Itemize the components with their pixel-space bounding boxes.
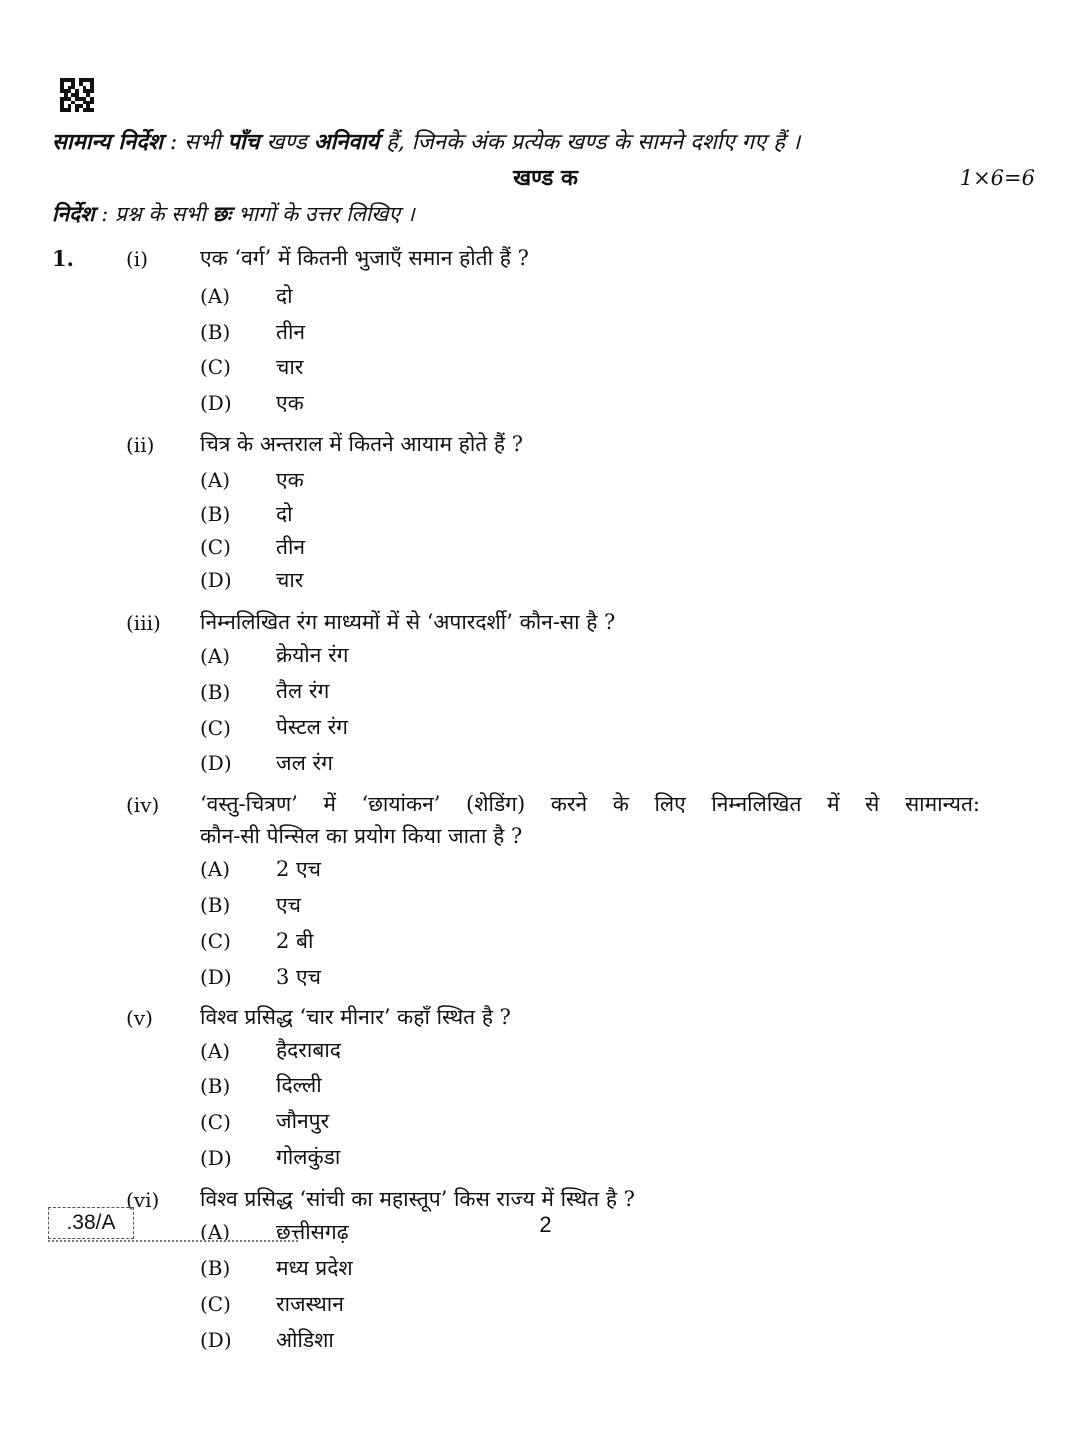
- part-label: (v): [126, 1006, 153, 1030]
- option-text: एक: [276, 468, 304, 492]
- option-letter: (D): [200, 965, 232, 989]
- option-text: चार: [276, 568, 304, 592]
- option-text: छत्तीसगढ़: [276, 1220, 349, 1244]
- instruction-text-2: भागों के उत्तर लिखिए ।: [231, 202, 415, 226]
- option-text: तीन: [276, 320, 306, 344]
- option-text: दो: [276, 502, 293, 526]
- option-text: दिल्ली: [276, 1073, 322, 1097]
- option-text: मध्य प्रदेश: [276, 1256, 353, 1280]
- option-letter: (B): [200, 893, 231, 917]
- option-text: जौनपुर: [276, 1109, 330, 1133]
- option-text: एच: [276, 893, 301, 917]
- option-text: 3 एच: [276, 965, 321, 989]
- option-letter: (D): [200, 1146, 232, 1170]
- part-label: (ii): [126, 433, 155, 457]
- qr-code-icon: [60, 78, 94, 112]
- general-text-1: : सभी: [162, 130, 228, 155]
- option-letter: (A): [200, 857, 231, 881]
- option-letter: (C): [200, 1292, 231, 1316]
- general-text-2: खण्ड: [259, 130, 314, 155]
- part-stem: विश्व प्रसिद्ध ‘सांची का महास्तूप’ किस राज्य में स्थित है ?: [200, 1187, 635, 1211]
- option-text: गोलकुंडा: [276, 1145, 341, 1169]
- option-text: तीन: [276, 535, 306, 559]
- option-letter: (B): [200, 1256, 231, 1280]
- part-label: (iii): [126, 611, 161, 635]
- option-text: 2 एच: [276, 857, 321, 881]
- part-stem: निम्नलिखित रंग माध्यमों में से ‘अपारदर्शी’ कौन-सा है ?: [200, 610, 616, 634]
- part-label: (vi): [126, 1188, 160, 1212]
- option-letter: (A): [200, 284, 231, 308]
- general-bold-2: अनिवार्य: [313, 129, 380, 155]
- option-letter: (C): [200, 716, 231, 740]
- option-text: क्रेयोन रंग: [276, 643, 349, 667]
- option-letter: (C): [200, 535, 231, 559]
- option-text: तैल रंग: [276, 679, 330, 703]
- option-letter: (B): [200, 680, 231, 704]
- part-stem: ‘वस्तु-चित्रण’ में ‘छायांकन’ (शेडिंग) करने के लिए निम्नलिखित में से सामान्यत:: [200, 792, 980, 816]
- option-letter: (C): [200, 929, 231, 953]
- part-stem: एक ‘वर्ग’ में कितनी भुजाएँ समान होती हैं ?: [200, 246, 529, 270]
- option-letter: (B): [200, 1074, 231, 1098]
- section-instruction: [52, 200, 415, 228]
- general-bold-1: पाँच: [227, 129, 260, 155]
- option-letter: (A): [200, 1220, 231, 1244]
- general-instructions: [52, 126, 1042, 156]
- option-text: दो: [276, 284, 293, 308]
- part-label: (iv): [126, 793, 160, 817]
- part-label: (i): [126, 247, 149, 271]
- section-marks: 1×6=6: [959, 166, 1035, 190]
- footer-dotted-line: [48, 1240, 298, 1245]
- paper-code: .38/A: [48, 1207, 134, 1239]
- general-label: सामान्य निर्देश: [52, 129, 163, 155]
- option-letter: (A): [200, 468, 231, 492]
- part-stem: विश्व प्रसिद्ध ‘चार मीनार’ कहाँ स्थित है ?: [200, 1005, 511, 1029]
- option-text: पेस्टल रंग: [276, 715, 349, 739]
- option-letter: (A): [200, 1039, 231, 1063]
- option-letter: (B): [200, 320, 231, 344]
- option-letter: (B): [200, 502, 231, 526]
- option-letter: (D): [200, 1328, 232, 1352]
- option-text: राजस्थान: [276, 1292, 344, 1316]
- option-letter: (C): [200, 1110, 231, 1134]
- page-number: 2: [539, 1212, 552, 1237]
- part-stem-line2: कौन-सी पेन्सिल का प्रयोग किया जाता है ?: [200, 824, 523, 848]
- section-title: खण्ड क: [513, 165, 578, 191]
- option-text: एक: [276, 391, 304, 415]
- question-number: 1.: [52, 246, 74, 271]
- instruction-text-1: : प्रश्न के सभी: [94, 202, 213, 226]
- part-stem: चित्र के अन्तराल में कितने आयाम होते हैं ?: [200, 432, 524, 456]
- option-letter: (A): [200, 644, 231, 668]
- instruction-label: निर्देश: [52, 201, 95, 226]
- option-letter: (C): [200, 355, 231, 379]
- general-text-3: हैं, जिनके अंक प्रत्येक खण्ड के सामने दर्शाए गए हैं ।: [379, 130, 801, 155]
- option-text: ओडिशा: [276, 1328, 334, 1352]
- option-text: चार: [276, 355, 304, 379]
- option-letter: (D): [200, 568, 232, 592]
- option-text: हैदराबाद: [276, 1038, 341, 1062]
- option-letter: (D): [200, 391, 232, 415]
- instruction-bold: छः: [212, 201, 232, 226]
- option-text: 2 बी: [276, 929, 314, 953]
- option-letter: (D): [200, 751, 232, 775]
- option-text: जल रंग: [276, 751, 333, 775]
